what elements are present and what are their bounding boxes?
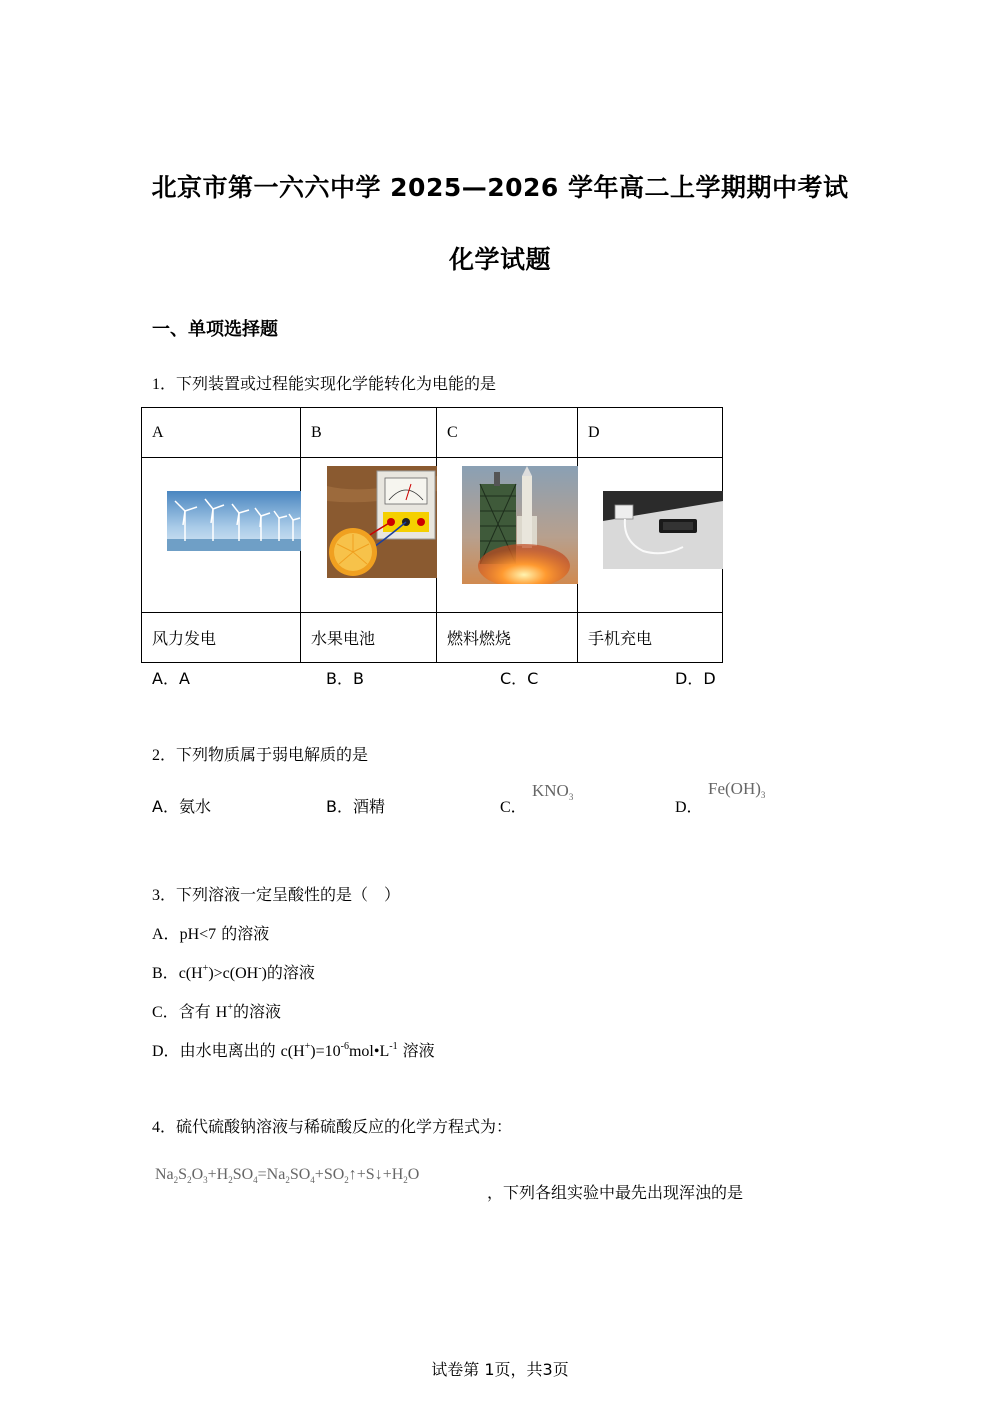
table-header-a: A (142, 408, 301, 458)
question-4: 4．硫代硫酸钠溶液与稀硫酸反应的化学方程式为： (152, 1117, 513, 1136)
q3-option-c[interactable]: C．含有 H+的溶液 (152, 1002, 281, 1021)
label-b: 水果电池 (301, 613, 437, 663)
question-1-table (141, 407, 723, 663)
q3-option-d[interactable]: D．由水电离出的 $c(H^+)=10^{-6}mol•L^{-1}$ 溶液 (152, 1041, 435, 1060)
question-4-continuation: ，下列各组实验中最先出现浑浊的是 (487, 1183, 744, 1202)
q2-option-d-formula: $Fe(OH)_3$ (708, 779, 766, 800)
table-header-c: C (437, 408, 578, 458)
question-2: 2．下列物质属于弱电解质的是 (152, 745, 369, 764)
image-cell-d (578, 458, 723, 613)
fruit-battery-image (327, 466, 437, 578)
page-footer: 试卷第 1页，共3页 (431, 1360, 569, 1379)
exam-subject: 化学试题 (448, 245, 551, 274)
label-a: 风力发电 (142, 613, 301, 663)
q1-option-c[interactable]: C．C (500, 669, 539, 688)
table-header-b: B (301, 408, 437, 458)
q2-option-b[interactable]: B．酒精 (326, 797, 385, 816)
image-cell-c (437, 458, 578, 613)
q1-option-b[interactable]: B．B (326, 669, 364, 688)
question-1: 1．下列装置或过程能实现化学能转化为电能的是 (152, 374, 497, 393)
phone-charging-image (603, 491, 723, 569)
image-cell-a (142, 458, 301, 613)
q2-option-c-formula: $KNO_3$ (532, 781, 574, 802)
label-c: 燃料燃烧 (437, 613, 578, 663)
q3-option-a[interactable]: A．pH<7 的溶液 (152, 924, 270, 943)
q2-option-c[interactable]: C． (500, 799, 527, 816)
image-cell-b (301, 458, 437, 613)
q3-option-b[interactable]: B．c(H+)>c(OH-)的溶液 (152, 963, 315, 982)
q1-option-d[interactable]: D．D (675, 669, 716, 688)
q2-option-d[interactable]: D． (675, 799, 703, 816)
reaction-equation: $Na_2S_2O_3+H_2SO_4=Na_2SO_4+SO_2↑+S↓+H_2O$ (155, 1166, 420, 1185)
q1-option-a[interactable]: A．A (152, 669, 190, 688)
label-d: 手机充电 (578, 613, 723, 663)
section-heading: 一、单项选择题 (152, 319, 278, 340)
question-3: 3．下列溶液一定呈酸性的是（ ） (152, 885, 401, 904)
q2-option-a[interactable]: A．氨水 (152, 797, 211, 816)
wind-turbines-image (167, 491, 301, 551)
table-header-d: D (578, 408, 723, 458)
rocket-launch-image (462, 466, 578, 584)
exam-title: 北京市第一六六中学 2025—2026 学年高二上学期期中考试 (151, 173, 849, 202)
